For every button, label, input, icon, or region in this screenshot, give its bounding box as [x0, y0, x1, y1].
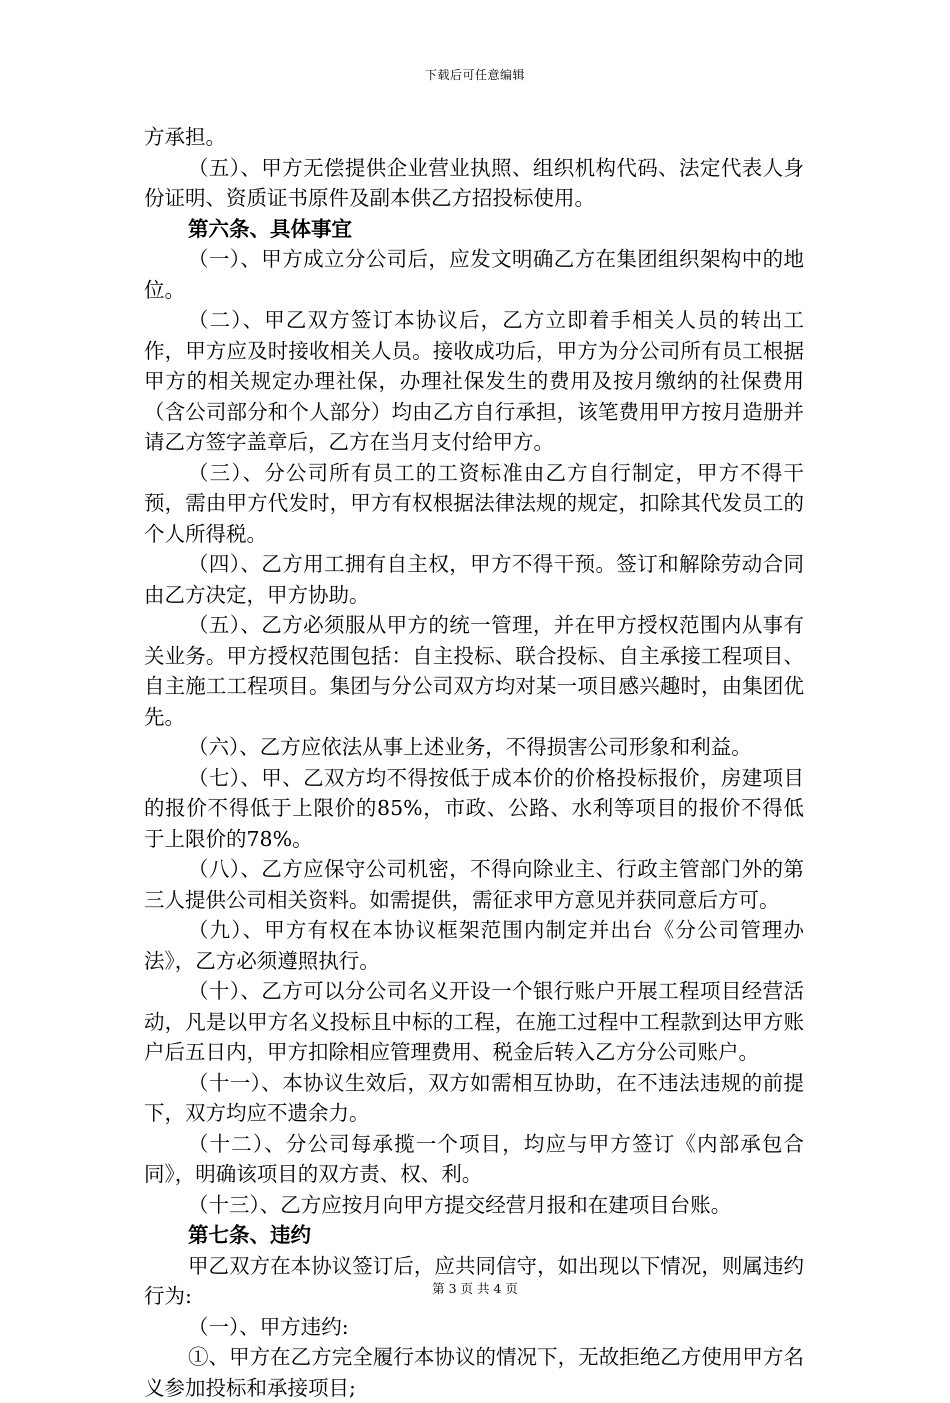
body-paragraph: （十二）、分公司每承揽一个项目，均应与甲方签订《内部承包合同》，明确该项目的双方责、权、利。: [144, 1131, 804, 1186]
page-footer: 第 3 页 共 4 页: [432, 1281, 518, 1296]
section-heading: 第七条、违约: [188, 1223, 311, 1247]
body-paragraph: （八）、乙方应保守公司机密，不得向除业主、行政主管部门外的第三人提供公司相关资料。如需提供，需征求甲方意见并获同意后方可。: [144, 857, 804, 912]
section-heading: 第六条、具体事宜: [188, 216, 352, 241]
body-paragraph: （五）、乙方必须服从甲方的统一管理，并在甲方授权范围内从事有关业务。甲方授权范围包括：自主投标、联合投标、自主承接工程项目、自主施工工程项目。集团与分公司双方均对某一项目感兴趣时，由集团优先。: [144, 613, 804, 729]
body-paragraph: （三）、分公司所有员工的工资标准由乙方自行制定，甲方不得干预，需由甲方代发时，甲方有权根据法律法规的规定，扣除其代发员工的个人所得税。: [144, 460, 804, 546]
body-paragraph: （七）、甲、乙双方均不得按低于成本价的价格投标报价，房建项目的报价不得低于上限价的85%，市政、公路、水利等项目的报价不得低于上限价的78%。: [144, 765, 804, 851]
body-paragraph: （五）、甲方无偿提供企业营业执照、组织机构代码、法定代表人身份证明、资质证书原件及副本供乙方招投标使用。: [144, 155, 804, 210]
body-paragraph: （四）、乙方用工拥有自主权，甲方不得干预。签订和解除劳动合同由乙方决定，甲方协助。: [144, 552, 804, 607]
body-paragraph: （六）、乙方应依法从事上述业务，不得损害公司形象和利益。: [188, 735, 752, 759]
body-paragraph: （二）、甲乙双方签订本协议后，乙方立即着手相关人员的转出工作，甲方应及时接收相关人员。接收成功后，甲方为分公司所有员工根据甲方的相关规定办理社保，办理社保发生的费用及按月缴纳的社保费用（含公司部分和个人部分）均由乙方自行承担，该笔费用甲方按月造册并请乙方签字盖章后，乙方在当月支付给甲方。: [144, 308, 804, 454]
body-paragraph: 甲乙双方在本协议签订后，应共同信守，如出现以下情况，则属违约行为:: [144, 1253, 804, 1308]
body-paragraph: （十一）、本协议生效后，双方如需相互协助，在不违法违规的前提下，双方均应不遗余力。: [144, 1070, 804, 1125]
body-paragraph: （九）、甲方有权在本协议框架范围内制定并出台《分公司管理办法》，乙方必须遵照执行。: [144, 918, 804, 973]
body-paragraph: （十三）、乙方应按月向甲方提交经营月报和在建项目台账。: [188, 1192, 732, 1217]
body-paragraph: 方承担。: [144, 125, 226, 149]
page-header: 下载后可任意编辑: [424, 68, 525, 82]
body-paragraph: ①、甲方在乙方完全履行本协议的情况下，无故拒绝乙方使用甲方名义参加投标和承接项目;: [144, 1345, 804, 1400]
document-body: [144, 122, 804, 1403]
body-paragraph: （十）、乙方可以分公司名义开设一个银行账户开展工程项目经营活动，凡是以甲方名义投标且中标的工程，在施工过程中工程款到达甲方账户后五日内，甲方扣除相应管理费用、税金后转入乙方分公司账户。: [144, 979, 804, 1064]
body-paragraph: （一）、甲方成立分公司后，应发文明确乙方在集团组织架构中的地位。: [144, 247, 804, 302]
body-paragraph: （一）、甲方违约:: [188, 1314, 349, 1339]
